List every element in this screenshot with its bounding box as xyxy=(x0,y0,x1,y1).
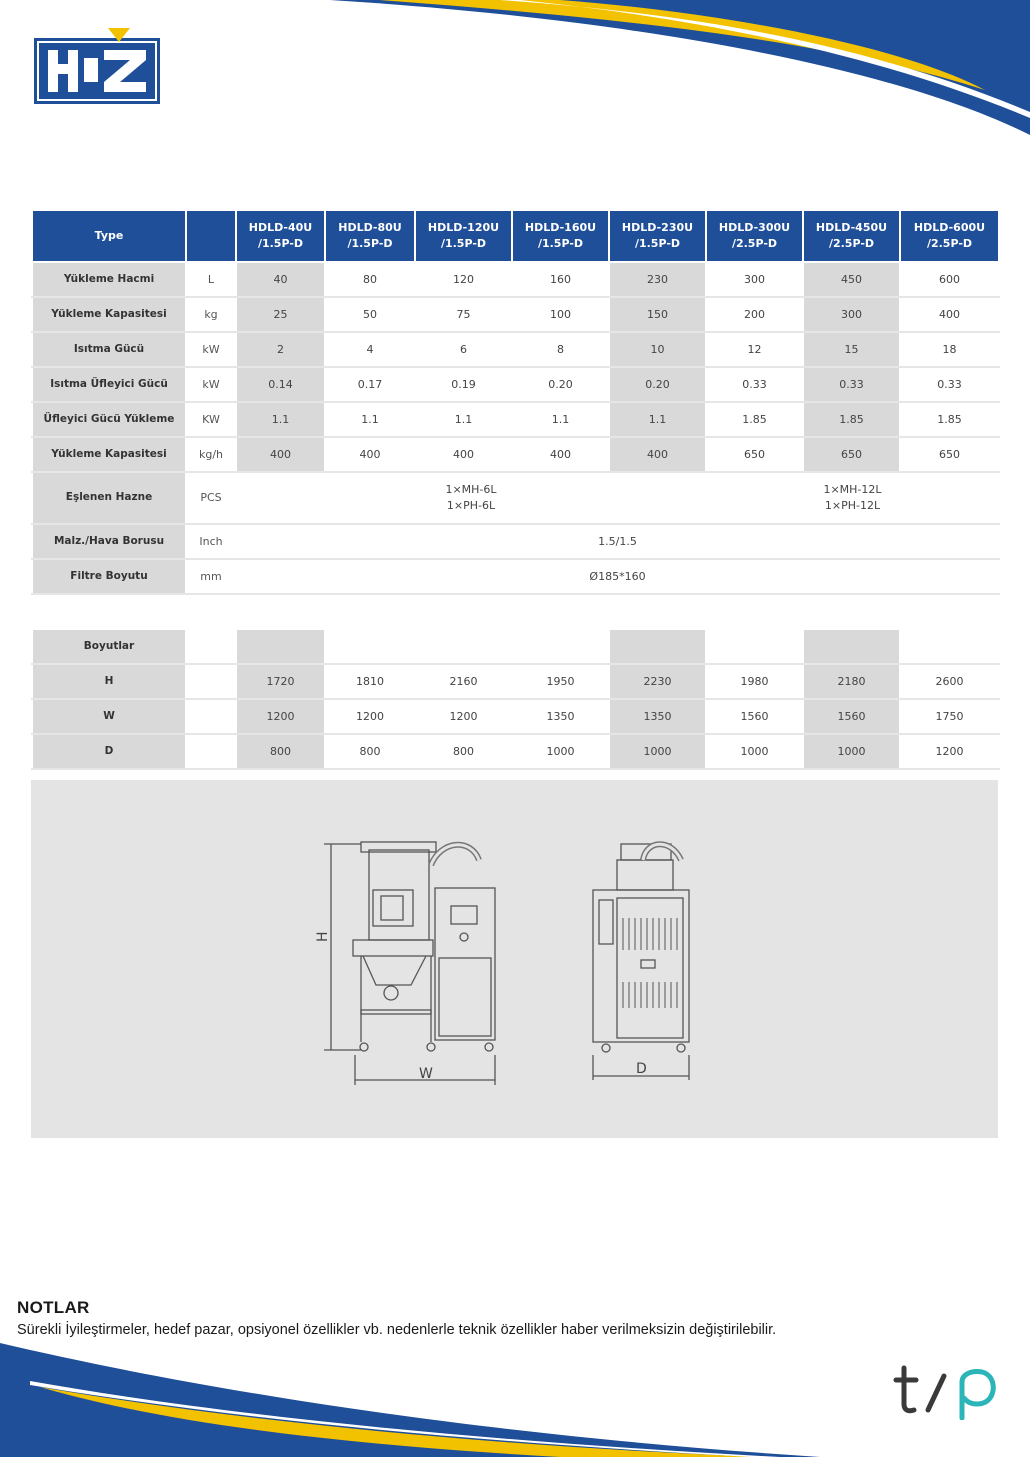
row-label: Malz./Hava Borusu xyxy=(32,524,186,559)
table-cell: 800 xyxy=(325,734,415,769)
model-header: HDLD-80U /1.5P-D xyxy=(325,210,415,262)
height-label: H xyxy=(315,931,331,942)
table-cell: 1000 xyxy=(803,734,900,769)
table-cell: 1.1 xyxy=(325,402,415,437)
table-cell: 50 xyxy=(325,297,415,332)
table-cell: 2600 xyxy=(900,664,999,699)
table-row xyxy=(32,297,999,332)
notes-text: Sürekli İyileştirmeler, hedef pazar, opsiyonel özellikler vb. nedenlerle teknik özellikler haber verilmeksizin değiştirilebilir. xyxy=(17,1322,777,1338)
table-cell: 1560 xyxy=(803,699,900,734)
table-cell: 800 xyxy=(236,734,325,769)
model-header: HDLD-230U /1.5P-D xyxy=(609,210,706,262)
width-label: W xyxy=(419,1066,433,1082)
table-cell: 1350 xyxy=(512,699,609,734)
machine-drawing-panel xyxy=(31,780,998,1138)
table-row xyxy=(32,332,999,367)
table-cell: 10 xyxy=(609,332,706,367)
table-cell: 1750 xyxy=(900,699,999,734)
table-cell: 150 xyxy=(609,297,706,332)
table-cell: 120 xyxy=(415,262,512,297)
table-row xyxy=(32,664,999,699)
table-cell: 1950 xyxy=(512,664,609,699)
table-cell: 100 xyxy=(512,297,609,332)
header-row xyxy=(32,210,999,262)
partner-logo xyxy=(892,1360,1002,1420)
table-cell: 1200 xyxy=(415,699,512,734)
table-cell: 160 xyxy=(512,262,609,297)
table-row xyxy=(32,734,999,769)
table-cell: 80 xyxy=(325,262,415,297)
table-cell: 0.33 xyxy=(803,367,900,402)
table-cell: 0.20 xyxy=(512,367,609,402)
row-unit: KW xyxy=(186,402,236,437)
table-cell: 0.33 xyxy=(706,367,803,402)
table-cell: 0.33 xyxy=(900,367,999,402)
table-cell: 400 xyxy=(609,437,706,472)
table-cell: 12 xyxy=(706,332,803,367)
model-header: HDLD-300U /2.5P-D xyxy=(706,210,803,262)
table-cell: 25 xyxy=(236,297,325,332)
row-label: Yükleme Kapasitesi xyxy=(32,297,186,332)
table-row xyxy=(32,437,999,472)
model-header: HDLD-450U /2.5P-D xyxy=(803,210,900,262)
table-row xyxy=(32,524,999,559)
table-cell: 200 xyxy=(706,297,803,332)
table-cell: 8 xyxy=(512,332,609,367)
table-cell: 2160 xyxy=(415,664,512,699)
merged-cell: 1×MH-12L 1×PH-12L xyxy=(706,472,999,524)
spacer-row xyxy=(32,594,999,629)
table-cell: 400 xyxy=(415,437,512,472)
table-cell: 400 xyxy=(900,297,999,332)
table-cell: 1000 xyxy=(609,734,706,769)
merged-cell: 1×MH-6L 1×PH-6L xyxy=(236,472,706,524)
table-cell: 600 xyxy=(900,262,999,297)
merged-cell: Ø185*160 xyxy=(236,559,999,594)
row-unit: kg/h xyxy=(186,437,236,472)
table-row xyxy=(32,559,999,594)
table-cell: 1350 xyxy=(609,699,706,734)
row-label: Eşlenen Hazne xyxy=(32,472,186,524)
table-cell: 400 xyxy=(325,437,415,472)
table-cell: 800 xyxy=(415,734,512,769)
machine-line-drawing xyxy=(31,780,998,1138)
table-cell: 1.1 xyxy=(512,402,609,437)
table-cell: 0.14 xyxy=(236,367,325,402)
depth-label: D xyxy=(636,1061,647,1077)
table-cell: 230 xyxy=(609,262,706,297)
table-cell: 1200 xyxy=(236,699,325,734)
type-header: Type xyxy=(32,210,186,262)
table-cell: 1720 xyxy=(236,664,325,699)
table-cell: 0.19 xyxy=(415,367,512,402)
table-row xyxy=(32,629,999,664)
table-cell: 1810 xyxy=(325,664,415,699)
model-header: HDLD-600U /2.5P-D xyxy=(900,210,999,262)
table-cell: 15 xyxy=(803,332,900,367)
table-cell: 1000 xyxy=(512,734,609,769)
table-row xyxy=(32,367,999,402)
row-label: W xyxy=(32,699,186,734)
row-unit: kW xyxy=(186,367,236,402)
merged-cell: 1.5/1.5 xyxy=(236,524,999,559)
table-cell: 1200 xyxy=(325,699,415,734)
table-cell: 650 xyxy=(706,437,803,472)
row-unit: Inch xyxy=(186,524,236,559)
table-cell: 0.17 xyxy=(325,367,415,402)
row-label: D xyxy=(32,734,186,769)
table-cell: 400 xyxy=(512,437,609,472)
row-unit: kW xyxy=(186,332,236,367)
table-row xyxy=(32,472,999,524)
table-cell: 2230 xyxy=(609,664,706,699)
table-cell: 300 xyxy=(706,262,803,297)
table-cell: 650 xyxy=(803,437,900,472)
row-label: Isıtma Gücü xyxy=(32,332,186,367)
table-row xyxy=(32,699,999,734)
row-label: Üfleyici Gücü Yükleme xyxy=(32,402,186,437)
row-label: H xyxy=(32,664,186,699)
table-cell: 1200 xyxy=(900,734,999,769)
table-cell: 1.85 xyxy=(803,402,900,437)
row-label: Boyutlar xyxy=(32,629,186,664)
table-cell: 2180 xyxy=(803,664,900,699)
row-label: Yükleme Kapasitesi xyxy=(32,437,186,472)
model-header: HDLD-40U /1.5P-D xyxy=(236,210,325,262)
table-cell: 1000 xyxy=(706,734,803,769)
table-cell: 1.1 xyxy=(609,402,706,437)
table-cell: 6 xyxy=(415,332,512,367)
table-cell: 1560 xyxy=(706,699,803,734)
row-unit: PCS xyxy=(186,472,236,524)
row-unit: kg xyxy=(186,297,236,332)
row-label: Yükleme Hacmi xyxy=(32,262,186,297)
spec-table xyxy=(31,209,1000,770)
model-header: HDLD-120U /1.5P-D xyxy=(415,210,512,262)
table-cell: 1.85 xyxy=(900,402,999,437)
bottom-decorative-swoosh xyxy=(0,1335,1030,1457)
table-cell: 75 xyxy=(415,297,512,332)
table-cell: 0.20 xyxy=(609,367,706,402)
table-cell: 2 xyxy=(236,332,325,367)
table-row xyxy=(32,402,999,437)
table-row xyxy=(32,262,999,297)
table-cell: 650 xyxy=(900,437,999,472)
table-cell: 40 xyxy=(236,262,325,297)
table-cell: 1.85 xyxy=(706,402,803,437)
table-cell: 18 xyxy=(900,332,999,367)
table-cell: 1.1 xyxy=(236,402,325,437)
row-label: Isıtma Üfleyici Gücü xyxy=(32,367,186,402)
table-cell: 1.1 xyxy=(415,402,512,437)
row-label: Filtre Boyutu xyxy=(32,559,186,594)
table-cell: 300 xyxy=(803,297,900,332)
model-header: HDLD-160U /1.5P-D xyxy=(512,210,609,262)
notes-title: NOTLAR xyxy=(17,1298,90,1317)
company-logo xyxy=(34,28,160,104)
table-cell: 4 xyxy=(325,332,415,367)
table-cell: 1980 xyxy=(706,664,803,699)
notes-section xyxy=(17,1298,1017,1338)
table-cell: 450 xyxy=(803,262,900,297)
row-unit: mm xyxy=(186,559,236,594)
table-cell: 400 xyxy=(236,437,325,472)
row-unit: L xyxy=(186,262,236,297)
unit-header xyxy=(186,210,236,262)
